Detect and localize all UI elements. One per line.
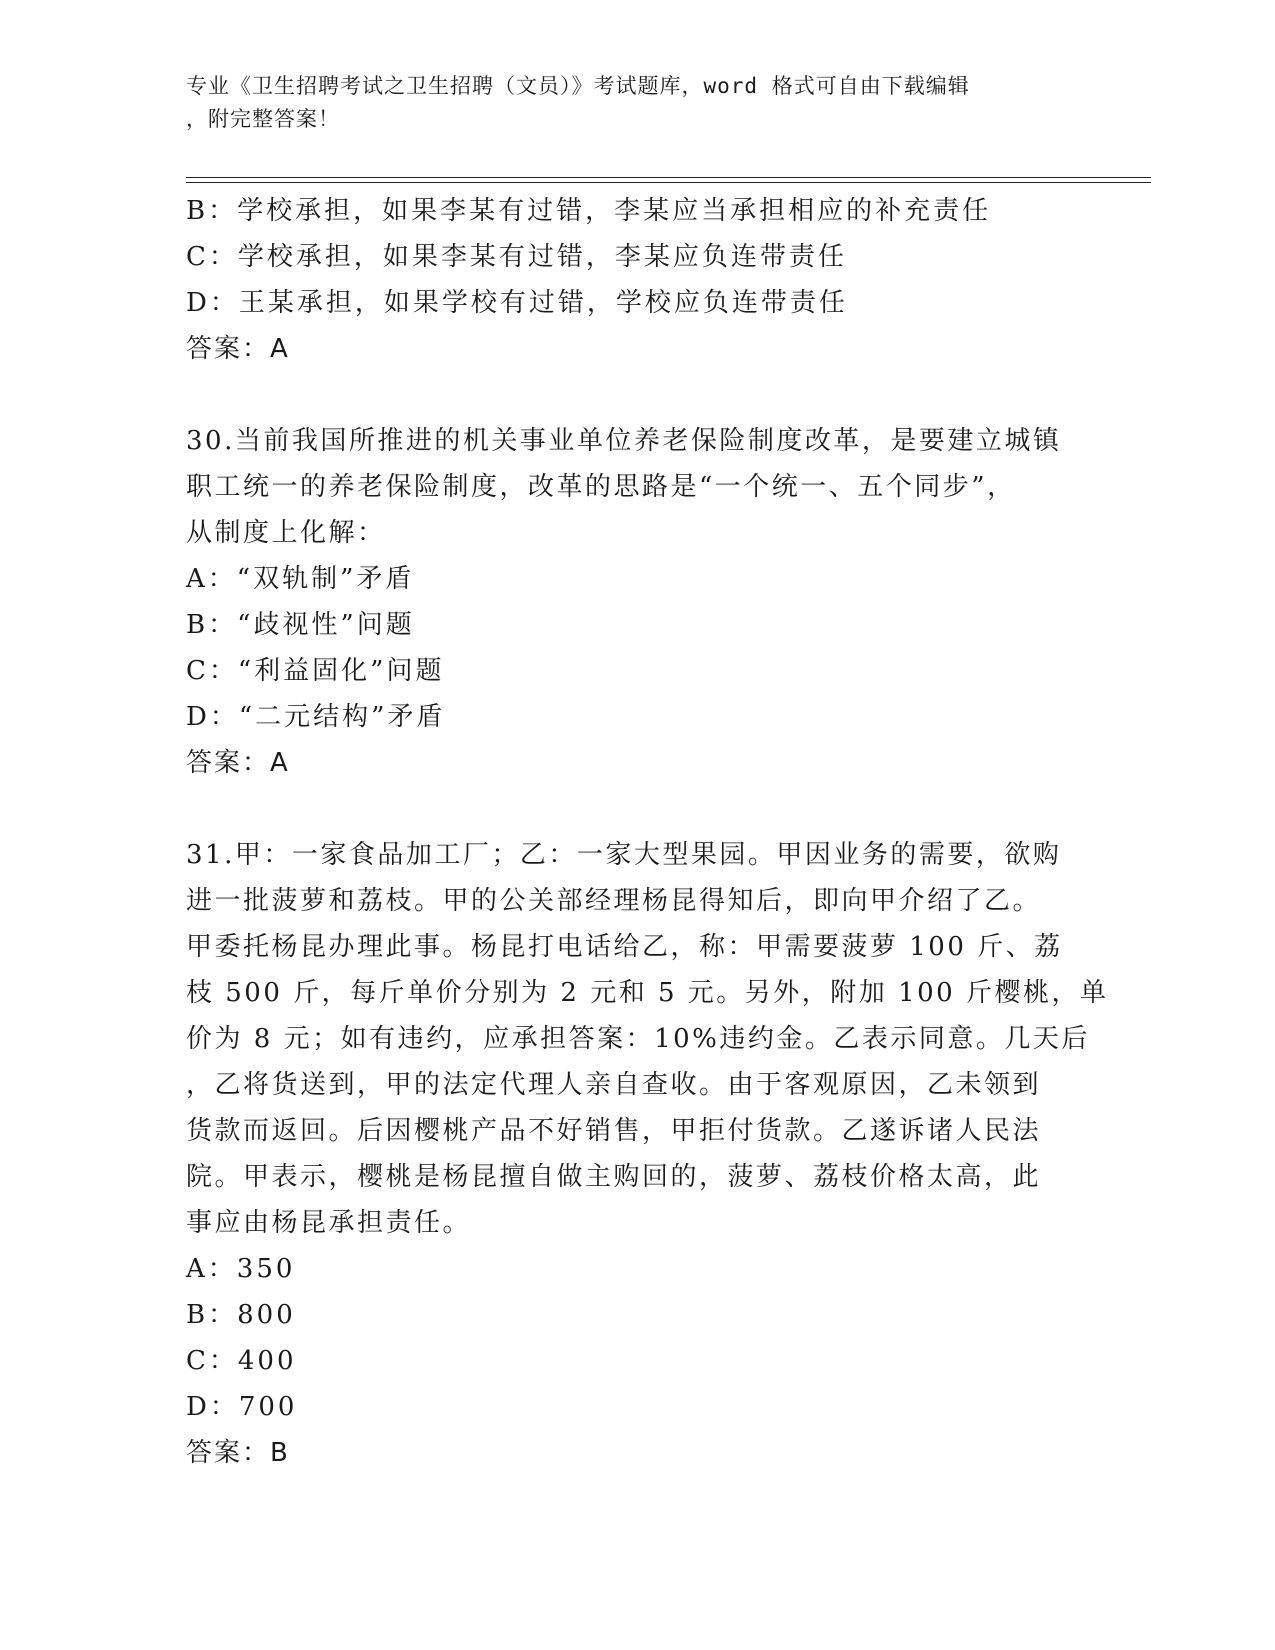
q31-option-a: A：350 [186, 1254, 296, 1284]
q31-stem-line: ，乙将货送到，甲的法定代理人亲自查收。由于客观原因，乙未领到 [186, 1070, 1042, 1100]
question-29-continuation [186, 188, 1086, 372]
q29-option-b: B：学校承担，如果李某有过错，李某应当承担相应的补充责任 [186, 196, 992, 226]
header-line-2: ，附完整答案！ [186, 107, 340, 131]
q31-option-b: B：800 [186, 1300, 296, 1330]
q30-stem-line: 职工统一的养老保险制度，改革的思路是“一个统一、五个同步”， [186, 472, 1016, 502]
question-30 [186, 418, 1086, 786]
q30-stem-line: 30.当前我国所推进的机关事业单位养老保险制度改革，是要建立城镇 [186, 426, 1062, 456]
q31-stem-line: 31.甲：一家食品加工厂；乙：一家大型果园。甲因业务的需要，欲购 [186, 840, 1062, 870]
q31-stem-line: 枝 500 斤，每斤单价分别为 2 元和 5 元。另外，附加 100 斤樱桃，单 [186, 978, 1109, 1008]
q31-answer: 答案：B [186, 1438, 290, 1468]
q31-option-c: C：400 [186, 1346, 297, 1376]
q31-stem-line: 货款而返回。后因樱桃产品不好销售，甲拒付货款。乙遂诉诸人民法 [186, 1116, 1042, 1146]
q31-stem-line: 价为 8 元；如有违约，应承担答案：10%违约金。乙表示同意。几天后 [186, 1024, 1090, 1054]
q30-option-b: B：“歧视性”问题 [186, 610, 415, 640]
q31-stem [186, 832, 1109, 1246]
q29-option-c: C：学校承担，如果李某有过错，李某应负连带责任 [186, 242, 847, 272]
header-divider-top [186, 177, 1151, 178]
question-31 [186, 832, 1109, 1476]
q31-stem-line: 院。甲表示，樱桃是杨昆擅自做主购回的，菠萝、荔枝价格太高，此 [186, 1162, 1042, 1192]
q30-stem [186, 418, 1086, 556]
q29-option-d: D：王某承担，如果学校有过错，学校应负连带责任 [186, 288, 848, 318]
q30-answer: 答案：A [186, 748, 290, 778]
q30-stem-line: 从制度上化解： [186, 518, 386, 548]
document-body [186, 188, 1109, 1476]
q31-stem-line: 甲委托杨昆办理此事。杨昆打电话给乙，称：甲需要菠萝 100 斤、荔 [186, 932, 1063, 962]
header-divider-bottom [186, 182, 1151, 183]
q30-option-a: A：“双轨制”矛盾 [186, 564, 415, 594]
q29-answer: 答案：A [186, 334, 290, 364]
q31-option-d: D：700 [186, 1392, 298, 1422]
header-line-1: 专业《卫生招聘考试之卫生招聘（文员）》考试题库，word 格式可自由下载编辑 [186, 74, 970, 98]
document-header [186, 70, 1066, 136]
q30-option-c: C：“利益固化”问题 [186, 656, 445, 686]
q30-option-d: D：“二元结构”矛盾 [186, 702, 446, 732]
q31-stem-line: 事应由杨昆承担责任。 [186, 1208, 472, 1238]
q31-stem-line: 进一批菠萝和荔枝。甲的公关部经理杨昆得知后，即向甲介绍了乙。 [186, 886, 1042, 916]
